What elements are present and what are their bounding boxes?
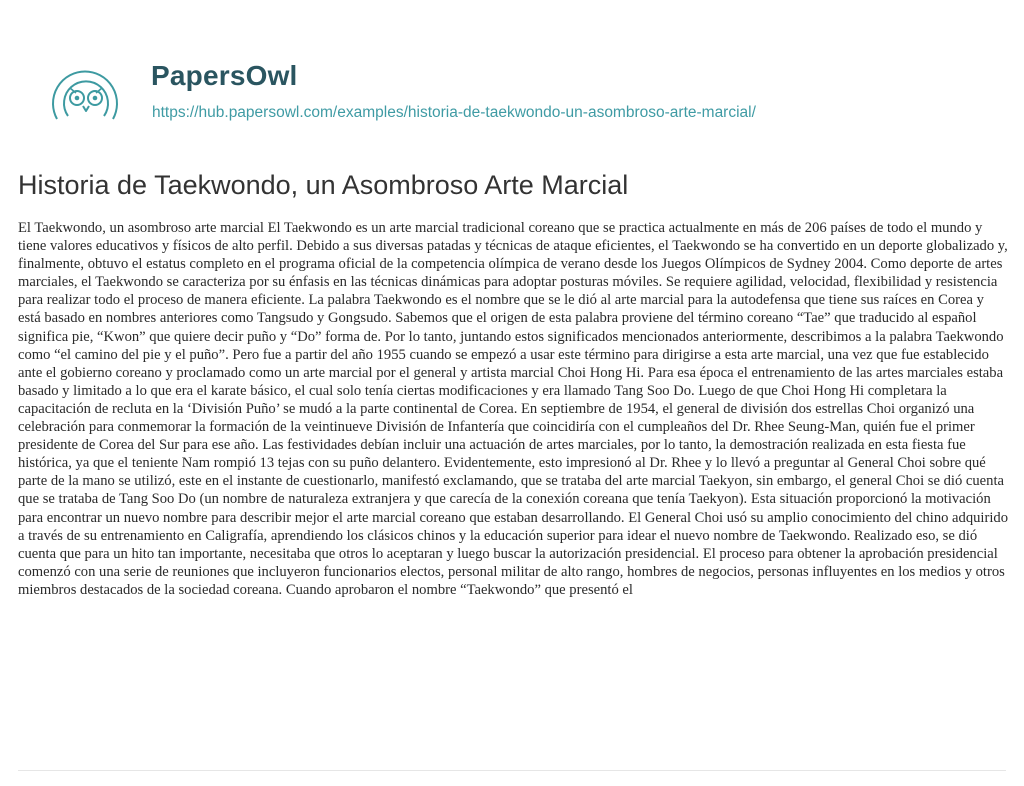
source-url-link[interactable]: https://hub.papersowl.com/examples/historia-de-taekwondo-un-asombroso-arte-marcial/ (152, 104, 756, 121)
owl-logo-icon[interactable] (46, 58, 126, 138)
site-header (46, 56, 1006, 136)
brand-name[interactable]: PapersOwl (151, 60, 298, 91)
article-body: El Taekwondo, un asombroso arte marcial El Taekwondo es un arte marcial tradicional coreano que se practica actualmente en más de 206 países de todo el mundo y tiene valores educativos y físicos de alto perfil. Debido a sus diversas patadas y técnicas de ataque eficientes, el Taekwondo se ha convertido en un deporte globalizado y, finalmente, obtuvo el estatus completo en el programa oficial de la competencia olímpica de verano desde los Juegos Olímpicos de Sydney 2004. Como deporte de artes marciales, el Taekwondo se caracteriza por su énfasis en las técnicas dinámicas para adoptar posturas móviles. Se requiere agilidad, velocidad, flexibilidad y resistencia para realizar todo el proceso de manera eficiente. La palabra Taekwondo es el nombre que se le dió al arte marcial para la autodefensa que tiene sus raíces en Corea y está basado en nombres anteriores como Tangsudo y Gongsudo. Sabemos que el origen de esta palabra proviene del término coreano “Tae” que traducido al español significa pie, “Kwon” que quiere decir puño y “Do” forma de. Por lo tanto, juntando estos significados mencionados anteriormente, describimos a la palabra Taekwondo como “el camino del pie y el puño”. Pero fue a partir del año 1955 cuando se empezó a usar este término para dirigirse a esta arte marcial, una vez que fue establecido ante el gobierno coreano y proclamado como un arte marcial por el general y artista marcial Choi Hong Hi. Para esa época el entrenamiento de las artes marciales estaba basado y limitado a lo que era el karate básico, el cual solo tenía ciertas modificaciones y era llamado Tang Soo Do. Luego de que Choi Hong Hi completara la capacitación de recluta en la ‘División Puño’ se mudó a la parte continental de Corea. En septiembre de 1954, el general de división dos estrellas Choi organizó una celebración para conmemorar la formación de la veintinueve División de Infantería que coincidiría con el cumpleaños del Dr. Rhee Seung-Man, quién fue el primer presidente de Corea del Sur para ese año. Las festividades debían incluir una actuación de artes marciales, por lo tanto, la demostración realizada en esta fiesta fue histórica, ya que el teniente Nam rompió 13 tejas con su puño delantero. Evidentemente, esto impresionó al Dr. Rhee y lo llevó a preguntar al General Choi sobre qué parte de la mano se utilizó, este en el instante de cuestionarlo, manifestó exclamando, que se trataba del arte marcial Taekyon, sin embargo, el general Choi se dió cuenta que se trataba de Tang Soo Do (un nombre de naturaleza extranjera y que carecía de la conexión coreana que tenía Taekyon). Esta situación proporcionó la motivación para encontrar un nuevo nombre para describir mejor el arte marcial coreano que estaban desarrollando. El General Choi usó su amplio conocimiento del chino adquirido a través de su entrenamiento en Caligrafía, aprendiendo los clásicos chinos y la educación superior para idear el nuevo nombre de Taekwondo. Realizado eso, se dió cuenta que para un hito tan importante, necesitaba que otros lo aceptaran y luego buscar la autorización presidencial. El proceso para obtener la aprobación presidencial comenzó con una serie de reuniones que incluyeron funcionarios electos, personal militar de alto rango, hombres de negocios, personas influyentes en los medios y otros miembros destacados de la sociedad coreana. Cuando aprobaron el nombre “Taekwondo” que presentó el (18, 220, 1008, 598)
page-title: Historia de Taekwondo, un Asombroso Arte Marcial (18, 170, 629, 200)
footer-divider (18, 770, 1006, 771)
